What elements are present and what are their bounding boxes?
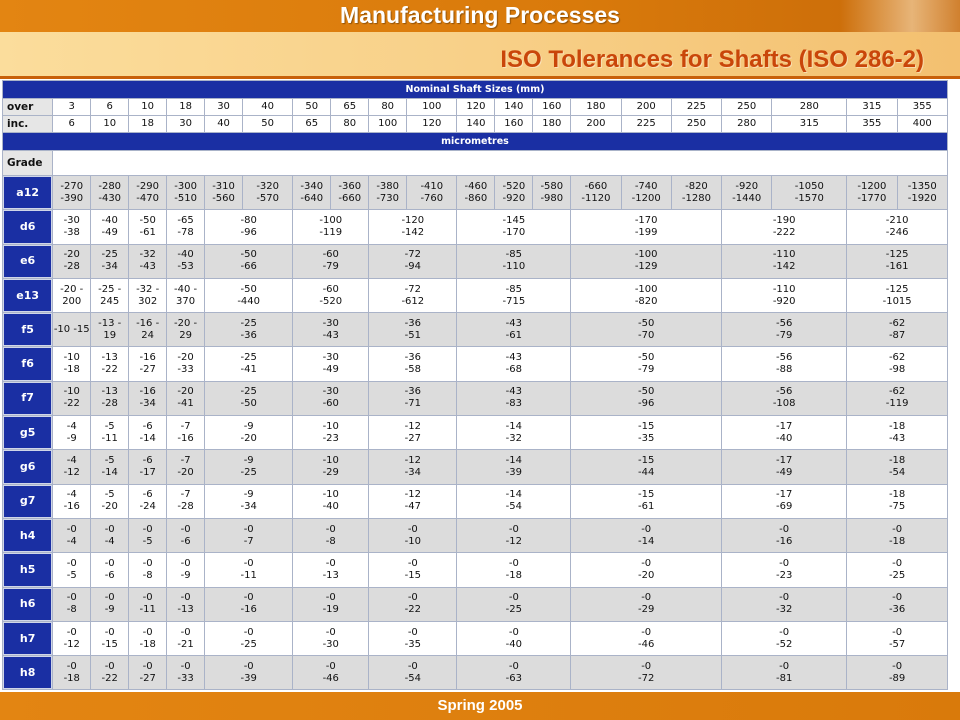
tolerance-cell: -110 -142 [722,245,846,278]
tolerance-cell: -0 -15 [369,553,456,586]
tolerance-cell: -0 -9 [167,553,204,586]
grade-row [3,622,947,655]
inc-size-cell: 160 [495,116,532,132]
tolerance-cell: -0 -5 [129,519,166,552]
grade-row [3,279,947,312]
tolerance-cell: -0 -13 [167,588,204,621]
tolerance-cell: -0 -9 [91,588,128,621]
tolerance-cell: -9 -34 [205,485,292,518]
tolerance-cell: -17 -40 [722,416,846,449]
tolerance-cell: -10 -23 [293,416,368,449]
grade-row [3,176,947,209]
tolerance-cell: -0 -22 [369,588,456,621]
tolerance-cell: -13 - 19 [91,313,128,346]
tolerance-cell: -0 -18 [53,656,90,689]
tolerance-cell: -100 -129 [571,245,721,278]
tolerance-cell: -62 -98 [847,347,947,380]
inc-size-cell: 180 [533,116,570,132]
tolerance-cell: -170 -199 [571,210,721,243]
tolerance-cell: -380 -730 [369,176,406,209]
tolerance-cell: -6 -24 [129,485,166,518]
units-header: micrometres [3,133,947,150]
grade-row [3,588,947,621]
tolerance-cell: -340 -640 [293,176,330,209]
grade-row [3,553,947,586]
grade-label-cell: h6 [3,588,52,621]
inc-size-cell: 225 [622,116,671,132]
tolerance-cell: -0 -30 [293,622,368,655]
tolerance-cell: -320 -570 [243,176,292,209]
inc-size-cell: 355 [847,116,896,132]
tolerance-cell: -0 -36 [847,588,947,621]
tolerance-cell: -25 -34 [91,245,128,278]
tolerance-cell: -43 -61 [457,313,570,346]
tolerance-cell: -580 -980 [533,176,570,209]
tolerance-cell: -14 -54 [457,485,570,518]
tolerance-cell: -17 -49 [722,450,846,483]
tolerance-cell: -0 -57 [847,622,947,655]
tolerance-cell: -410 -760 [407,176,456,209]
tolerance-cell: -25 -36 [205,313,292,346]
tolerance-cell: -0 -35 [369,622,456,655]
tolerance-cell: -0 -21 [167,622,204,655]
tolerance-cell: -0 -25 [457,588,570,621]
tolerance-cell: -0 -13 [293,553,368,586]
tolerance-cell: -50 -440 [205,279,292,312]
tolerance-cell: -13 -22 [91,347,128,380]
tolerance-cell: -740 -1200 [622,176,671,209]
tolerance-cell: -13 -28 [91,382,128,415]
tolerance-cell: -40 - 370 [167,279,204,312]
grade-label-cell: e13 [3,279,52,312]
over-size-cell: 80 [369,99,406,115]
tolerance-cell: -43 -68 [457,347,570,380]
tolerance-cell: -20 -41 [167,382,204,415]
tolerance-cell: -0 -63 [457,656,570,689]
grade-label-cell: a12 [3,176,52,209]
tolerance-cell: -12 -34 [369,450,456,483]
tolerance-cell: -10 -18 [53,347,90,380]
grade-label-cell: h4 [3,519,52,552]
tolerance-cell: -0 -52 [722,622,846,655]
tolerance-cell: -40 -49 [91,210,128,243]
over-size-cell: 6 [91,99,128,115]
grade-row [3,485,947,518]
grade-label-cell: f7 [3,382,52,415]
grade-label-cell: h7 [3,622,52,655]
inc-size-cell: 100 [369,116,406,132]
tolerance-cell: -7 -20 [167,450,204,483]
grade-label: Grade [3,151,52,175]
inc-size-cell: 40 [205,116,242,132]
grade-row [3,313,947,346]
inc-size-cell: 80 [331,116,368,132]
over-size-cell: 355 [898,99,947,115]
tolerance-cell: -25 -41 [205,347,292,380]
tolerance-cell: -0 -25 [205,622,292,655]
tolerance-cell: -6 -17 [129,450,166,483]
over-size-cell: 120 [457,99,494,115]
tolerance-cell: -0 -25 [847,553,947,586]
tolerance-cell: -56 -88 [722,347,846,380]
tolerance-cell: -30 -60 [293,382,368,415]
tolerance-cell: -20 - 200 [53,279,90,312]
tolerance-cell: -0 -46 [571,622,721,655]
over-size-cell: 160 [533,99,570,115]
tolerance-cell: -36 -71 [369,382,456,415]
tolerance-table [2,80,948,690]
over-size-cell: 50 [293,99,330,115]
tolerance-cell: -30 -43 [293,313,368,346]
app-title: Manufacturing Processes [340,2,620,28]
tolerance-cell: -14 -39 [457,450,570,483]
inc-size-cell: 65 [293,116,330,132]
tolerance-cell: -0 -32 [722,588,846,621]
tolerance-cell: -360 -660 [331,176,368,209]
tolerance-cell: -125 -161 [847,245,947,278]
tolerance-cell: -50 -61 [129,210,166,243]
tolerance-cell: -56 -108 [722,382,846,415]
over-size-cell: 180 [571,99,620,115]
tolerance-cell: -50 -79 [571,347,721,380]
over-label: over [3,99,52,115]
tolerance-cell: -520 -920 [495,176,532,209]
tolerance-cell: -0 -39 [205,656,292,689]
grade-label-cell: g7 [3,485,52,518]
grade-label-cell: d6 [3,210,52,243]
over-size-cell: 3 [53,99,90,115]
tolerance-cell: -0 -8 [53,588,90,621]
tolerance-cell: -30 -49 [293,347,368,380]
tolerance-cell: -17 -69 [722,485,846,518]
tolerance-cell: -85 -715 [457,279,570,312]
tolerance-cell: -5 -11 [91,416,128,449]
tolerance-cell: -5 -14 [91,450,128,483]
tolerance-cell: -50 -96 [571,382,721,415]
tolerance-cell: -72 -612 [369,279,456,312]
over-size-cell: 10 [129,99,166,115]
grade-row [3,347,947,380]
grade-label-cell: g6 [3,450,52,483]
tolerance-cell: -310 -560 [205,176,242,209]
tolerance-cell: -5 -20 [91,485,128,518]
tolerance-cell: -145 -170 [457,210,570,243]
tolerance-cell: -0 -6 [167,519,204,552]
tolerance-cell: -15 -35 [571,416,721,449]
tolerance-cell: -14 -32 [457,416,570,449]
tolerance-cell: -0 -8 [129,553,166,586]
over-row [3,99,947,115]
tolerance-cell: -0 -8 [293,519,368,552]
inc-size-cell: 6 [53,116,90,132]
tolerance-cell: -15 -44 [571,450,721,483]
tolerance-cell: -290 -470 [129,176,166,209]
tolerance-cell: -0 -72 [571,656,721,689]
tolerance-cell: -50 -70 [571,313,721,346]
inc-size-cell: 120 [407,116,456,132]
over-size-cell: 280 [772,99,846,115]
tolerance-cell: -32 - 302 [129,279,166,312]
slide-title: ISO Tolerances for Shafts (ISO 286-2) [500,46,924,73]
grade-row [3,382,947,415]
tolerance-cell: -125 -1015 [847,279,947,312]
tolerance-cell: -270 -390 [53,176,90,209]
tolerance-cell: -85 -110 [457,245,570,278]
footer: Spring 2005 [0,692,960,720]
tolerance-cell: -65 -78 [167,210,204,243]
tolerance-cell: -0 -11 [129,588,166,621]
tolerance-cell: -72 -94 [369,245,456,278]
tolerance-cell: -0 -18 [847,519,947,552]
tolerance-cell: -1200 -1770 [847,176,896,209]
grade-label-cell: h8 [3,656,52,689]
over-size-cell: 65 [331,99,368,115]
tolerance-cell: -43 -83 [457,382,570,415]
inc-label: inc. [3,116,52,132]
tolerance-cell: -18 -75 [847,485,947,518]
tolerance-cell: -0 -12 [53,622,90,655]
tolerance-cell: -40 -53 [167,245,204,278]
over-size-cell: 140 [495,99,532,115]
tolerance-cell: -210 -246 [847,210,947,243]
inc-size-cell: 200 [571,116,620,132]
grade-label-cell: f5 [3,313,52,346]
tolerance-cell: -0 -81 [722,656,846,689]
tolerance-cell: -6 -14 [129,416,166,449]
tolerance-cell: -20 -33 [167,347,204,380]
over-size-cell: 30 [205,99,242,115]
grade-label-cell: g5 [3,416,52,449]
tolerance-cell: -1350 -1920 [898,176,947,209]
tolerance-cell: -16 -27 [129,347,166,380]
tolerance-cell: -15 -61 [571,485,721,518]
tolerance-cell: -50 -66 [205,245,292,278]
tolerance-cell: -80 -96 [205,210,292,243]
tolerance-cell: -0 -16 [722,519,846,552]
tolerance-cell: -0 -16 [205,588,292,621]
tolerance-cell: -16 - 24 [129,313,166,346]
inc-size-cell: 10 [91,116,128,132]
inc-size-cell: 315 [772,116,846,132]
tolerance-cell: -0 -89 [847,656,947,689]
over-size-cell: 315 [847,99,896,115]
tolerance-cell: -10 -40 [293,485,368,518]
tolerance-cell: -0 -18 [129,622,166,655]
tolerance-cell: -300 -510 [167,176,204,209]
tolerance-cell: -0 -7 [205,519,292,552]
tolerance-cell: -0 -29 [571,588,721,621]
tolerance-cell: -12 -47 [369,485,456,518]
grade-label-cell: e6 [3,245,52,278]
grade-row [3,416,947,449]
tolerance-cell: -120 -142 [369,210,456,243]
grade-row [3,245,947,278]
over-size-cell: 225 [672,99,721,115]
tolerance-cell: -4 -16 [53,485,90,518]
tolerance-cell: -20 - 29 [167,313,204,346]
tolerance-cell: -56 -79 [722,313,846,346]
tolerance-cell: -7 -28 [167,485,204,518]
tolerance-cell: -0 -20 [571,553,721,586]
tolerance-cell: -1050 -1570 [772,176,846,209]
tolerance-cell: -10 -15 [53,313,90,346]
tolerance-cell: -0 -15 [91,622,128,655]
tolerance-cell: -10 -22 [53,382,90,415]
tolerance-cell: -0 -23 [722,553,846,586]
inc-size-cell: 140 [457,116,494,132]
tolerance-cell: -0 -22 [91,656,128,689]
tolerance-cell: -820 -1280 [672,176,721,209]
over-size-cell: 200 [622,99,671,115]
tolerance-cell: -30 -38 [53,210,90,243]
grade-row [3,450,947,483]
tolerance-cell: -190 -222 [722,210,846,243]
tolerance-cell: -280 -430 [91,176,128,209]
over-size-cell: 250 [722,99,771,115]
tolerance-cell: -100 -820 [571,279,721,312]
tolerance-cell: -12 -27 [369,416,456,449]
tolerance-cell: -18 -54 [847,450,947,483]
tolerance-cell: -10 -29 [293,450,368,483]
tolerance-cell: -25 -50 [205,382,292,415]
tolerance-cell: -0 -4 [91,519,128,552]
tolerance-cell: -62 -119 [847,382,947,415]
inc-size-cell: 50 [243,116,292,132]
tolerance-cell: -0 -46 [293,656,368,689]
over-size-cell: 18 [167,99,204,115]
tolerance-cell: -0 -54 [369,656,456,689]
tolerance-cell: -0 -4 [53,519,90,552]
tolerance-cell: -0 -40 [457,622,570,655]
tolerance-cell: -0 -33 [167,656,204,689]
grade-row [3,210,947,243]
over-size-cell: 100 [407,99,456,115]
grade-label-cell: h5 [3,553,52,586]
tolerance-cell: -7 -16 [167,416,204,449]
inc-row [3,116,947,132]
inc-size-cell: 400 [898,116,947,132]
tolerance-cell: -36 -58 [369,347,456,380]
tolerance-cell: -0 -27 [129,656,166,689]
tolerance-cell: -25 - 245 [91,279,128,312]
tolerance-cell: -920 -1440 [722,176,771,209]
inc-size-cell: 18 [129,116,166,132]
tolerance-cell: -660 -1120 [571,176,620,209]
grade-header-blank [53,151,947,175]
tolerance-cell: -4 -9 [53,416,90,449]
tolerance-cell: -0 -19 [293,588,368,621]
grade-row [3,519,947,552]
tolerance-cell: -0 -5 [53,553,90,586]
tolerance-cell: -100 -119 [293,210,368,243]
tolerance-cell: -32 -43 [129,245,166,278]
tolerance-cell: -110 -920 [722,279,846,312]
tolerance-cell: -4 -12 [53,450,90,483]
tolerance-cell: -0 -18 [457,553,570,586]
tolerance-cell: -60 -520 [293,279,368,312]
grade-label-cell: f6 [3,347,52,380]
tolerance-cell: -60 -79 [293,245,368,278]
tolerance-cell: -18 -43 [847,416,947,449]
title-divider [0,76,960,79]
tolerance-cell: -0 -10 [369,519,456,552]
tolerance-cell: -0 -11 [205,553,292,586]
grade-row [3,656,947,689]
grade-header-row [3,151,947,175]
inc-size-cell: 30 [167,116,204,132]
tolerance-cell: -9 -20 [205,416,292,449]
inc-size-cell: 280 [722,116,771,132]
tolerance-cell: -20 -28 [53,245,90,278]
over-size-cell: 40 [243,99,292,115]
tolerance-cell: -0 -14 [571,519,721,552]
tolerance-cell: -0 -12 [457,519,570,552]
tolerance-cell: -36 -51 [369,313,456,346]
tolerance-cell: -9 -25 [205,450,292,483]
inc-size-cell: 250 [672,116,721,132]
tolerance-cell: -460 -860 [457,176,494,209]
nominal-sizes-header: Nominal Shaft Sizes (mm) [3,81,947,98]
tolerance-cell: -62 -87 [847,313,947,346]
tolerance-cell: -16 -34 [129,382,166,415]
tolerance-cell: -0 -6 [91,553,128,586]
tolerance-table-container [2,80,948,684]
